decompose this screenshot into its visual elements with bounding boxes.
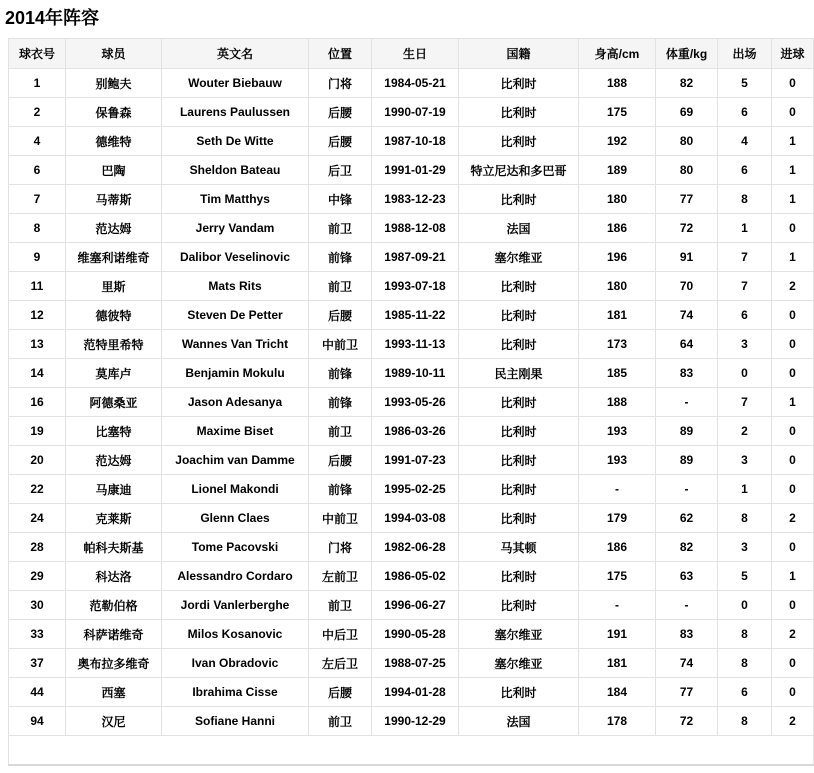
table-cell: Sheldon Bateau	[162, 156, 309, 185]
table-cell: 1993-05-26	[372, 388, 459, 417]
table-cell: 186	[579, 214, 656, 243]
table-cell: 8	[718, 504, 772, 533]
table-cell: 22	[9, 475, 66, 504]
table-cell: 74	[656, 301, 718, 330]
table-row	[9, 446, 814, 475]
table-cell: 特立尼达和多巴哥	[459, 156, 579, 185]
table-cell: 91	[656, 243, 718, 272]
table-row	[9, 301, 814, 330]
table-cell: 0	[772, 475, 814, 504]
table-cell: Dalibor Veselinovic	[162, 243, 309, 272]
table-cell: Jerry Vandam	[162, 214, 309, 243]
table-cell: 0	[718, 359, 772, 388]
table-cell: 70	[656, 272, 718, 301]
table-cell: 比塞特	[66, 417, 162, 446]
table-row	[9, 388, 814, 417]
table-cell: 比利时	[459, 185, 579, 214]
table-cell: 里斯	[66, 272, 162, 301]
table-cell: 1993-11-13	[372, 330, 459, 359]
table-cell: 阿德桑亚	[66, 388, 162, 417]
table-cell: 1982-06-28	[372, 533, 459, 562]
table-row	[9, 98, 814, 127]
table-cell: Wannes Van Tricht	[162, 330, 309, 359]
table-cell: 后腰	[309, 446, 372, 475]
table-row	[9, 620, 814, 649]
table-cell: 西塞	[66, 678, 162, 707]
table-cell: 185	[579, 359, 656, 388]
table-row	[9, 678, 814, 707]
table-cell: 3	[718, 330, 772, 359]
column-header-1: 球员	[66, 39, 162, 69]
table-cell: 保鲁森	[66, 98, 162, 127]
table-cell: Sofiane Hanni	[162, 707, 309, 736]
table-cell: 0	[772, 214, 814, 243]
table-cell: 马康迪	[66, 475, 162, 504]
table-cell: 1	[772, 388, 814, 417]
table-cell: 1983-12-23	[372, 185, 459, 214]
table-cell: 中锋	[309, 185, 372, 214]
table-row	[9, 533, 814, 562]
table-cell: 6	[718, 301, 772, 330]
table-cell: 1994-03-08	[372, 504, 459, 533]
table-cell: 马其顿	[459, 533, 579, 562]
table-cell: 1986-03-26	[372, 417, 459, 446]
table-row	[9, 214, 814, 243]
table-cell: 科达洛	[66, 562, 162, 591]
table-cell: 178	[579, 707, 656, 736]
table-cell: 比利时	[459, 504, 579, 533]
table-cell: 前卫	[309, 214, 372, 243]
table-cell: 2	[772, 272, 814, 301]
table-cell: 180	[579, 185, 656, 214]
table-cell: 77	[656, 678, 718, 707]
table-cell: 1995-02-25	[372, 475, 459, 504]
table-cell: 5	[718, 562, 772, 591]
table-cell: 6	[9, 156, 66, 185]
footer-row	[9, 736, 814, 766]
table-cell: 前卫	[309, 272, 372, 301]
table-cell: 巴陶	[66, 156, 162, 185]
table-cell: 7	[718, 272, 772, 301]
table-row	[9, 591, 814, 620]
table-cell: 8	[718, 620, 772, 649]
table-cell: Lionel Makondi	[162, 475, 309, 504]
table-cell: 1	[772, 243, 814, 272]
table-cell: 后腰	[309, 678, 372, 707]
table-cell: 比利时	[459, 301, 579, 330]
table-cell: 1986-05-02	[372, 562, 459, 591]
table-cell: 80	[656, 156, 718, 185]
table-cell: 63	[656, 562, 718, 591]
table-cell: 1	[718, 475, 772, 504]
table-cell: 塞尔维亚	[459, 243, 579, 272]
table-row	[9, 69, 814, 98]
column-header-6: 身高/cm	[579, 39, 656, 69]
table-cell: 2	[772, 707, 814, 736]
table-cell: 82	[656, 533, 718, 562]
table-cell: 门将	[309, 69, 372, 98]
roster-table-foot	[9, 736, 814, 766]
table-row	[9, 475, 814, 504]
table-cell: Seth De Witte	[162, 127, 309, 156]
table-cell: 3	[718, 533, 772, 562]
table-cell: 1991-07-23	[372, 446, 459, 475]
table-cell: 1985-11-22	[372, 301, 459, 330]
table-cell: 别鲍夫	[66, 69, 162, 98]
table-cell: 28	[9, 533, 66, 562]
table-cell: 94	[9, 707, 66, 736]
table-cell: 2	[772, 504, 814, 533]
table-cell: 13	[9, 330, 66, 359]
table-row	[9, 707, 814, 736]
table-cell: 62	[656, 504, 718, 533]
table-cell: 后腰	[309, 98, 372, 127]
table-cell: 0	[772, 417, 814, 446]
table-cell: 比利时	[459, 446, 579, 475]
table-cell: 4	[718, 127, 772, 156]
table-cell: 192	[579, 127, 656, 156]
roster-table-body	[9, 69, 814, 736]
table-cell: 1	[772, 156, 814, 185]
table-row	[9, 359, 814, 388]
table-cell: 0	[772, 649, 814, 678]
table-cell: Tome Pacovski	[162, 533, 309, 562]
table-cell: 范达姆	[66, 446, 162, 475]
table-cell: 德彼特	[66, 301, 162, 330]
table-cell: 法国	[459, 214, 579, 243]
table-cell: 2	[772, 620, 814, 649]
table-cell: 2	[9, 98, 66, 127]
column-header-7: 体重/kg	[656, 39, 718, 69]
header-row	[9, 39, 814, 69]
table-cell: 8	[718, 707, 772, 736]
table-cell: 比利时	[459, 475, 579, 504]
column-header-0: 球衣号	[9, 39, 66, 69]
table-cell: 奥布拉多维奇	[66, 649, 162, 678]
table-cell: 莫库卢	[66, 359, 162, 388]
table-cell: 193	[579, 446, 656, 475]
table-cell: 1991-01-29	[372, 156, 459, 185]
table-cell: 30	[9, 591, 66, 620]
table-cell: 1	[9, 69, 66, 98]
table-cell: 前卫	[309, 417, 372, 446]
table-cell: 1	[772, 127, 814, 156]
table-cell: Wouter Biebauw	[162, 69, 309, 98]
table-cell: 后腰	[309, 301, 372, 330]
table-cell: Laurens Paulussen	[162, 98, 309, 127]
table-cell: 180	[579, 272, 656, 301]
table-cell: 1994-01-28	[372, 678, 459, 707]
table-cell: 83	[656, 359, 718, 388]
table-cell: 汉尼	[66, 707, 162, 736]
table-cell: 8	[718, 185, 772, 214]
table-cell: 后腰	[309, 127, 372, 156]
table-cell: 89	[656, 417, 718, 446]
table-cell: 184	[579, 678, 656, 707]
table-cell: 24	[9, 504, 66, 533]
table-cell: 中前卫	[309, 330, 372, 359]
table-cell: 0	[772, 98, 814, 127]
table-cell: 2	[718, 417, 772, 446]
table-cell: 左前卫	[309, 562, 372, 591]
table-cell: 法国	[459, 707, 579, 736]
table-cell: 80	[656, 127, 718, 156]
table-cell: 比利时	[459, 330, 579, 359]
table-cell: 9	[9, 243, 66, 272]
table-cell: 马蒂斯	[66, 185, 162, 214]
table-cell: 比利时	[459, 69, 579, 98]
table-cell: 1	[772, 185, 814, 214]
table-cell: 175	[579, 562, 656, 591]
table-cell: Jordi Vanlerberghe	[162, 591, 309, 620]
table-cell: 186	[579, 533, 656, 562]
table-cell: 0	[772, 446, 814, 475]
footer-cell	[9, 736, 814, 766]
column-header-5: 国籍	[459, 39, 579, 69]
table-cell: 5	[718, 69, 772, 98]
table-cell: 比利时	[459, 127, 579, 156]
table-cell: 1987-09-21	[372, 243, 459, 272]
table-cell: 塞尔维亚	[459, 620, 579, 649]
table-cell: 克莱斯	[66, 504, 162, 533]
table-cell: 193	[579, 417, 656, 446]
roster-table-head	[9, 39, 814, 69]
table-cell: 比利时	[459, 678, 579, 707]
table-cell: 77	[656, 185, 718, 214]
table-cell: 中前卫	[309, 504, 372, 533]
table-cell: 范勒伯格	[66, 591, 162, 620]
table-cell: 1	[772, 562, 814, 591]
column-header-2: 英文名	[162, 39, 309, 69]
table-cell: 69	[656, 98, 718, 127]
table-cell: 前锋	[309, 475, 372, 504]
table-cell: 0	[772, 330, 814, 359]
table-cell: 中后卫	[309, 620, 372, 649]
table-cell: Benjamin Mokulu	[162, 359, 309, 388]
table-cell: 19	[9, 417, 66, 446]
table-row	[9, 562, 814, 591]
table-cell: 7	[9, 185, 66, 214]
table-cell: 科萨诺维奇	[66, 620, 162, 649]
table-cell: 7	[718, 388, 772, 417]
table-cell: -	[579, 475, 656, 504]
table-cell: 173	[579, 330, 656, 359]
table-cell: 前锋	[309, 359, 372, 388]
table-cell: Steven De Petter	[162, 301, 309, 330]
table-cell: 0	[772, 678, 814, 707]
table-cell: 16	[9, 388, 66, 417]
table-cell: -	[656, 591, 718, 620]
table-cell: 29	[9, 562, 66, 591]
table-cell: 范达姆	[66, 214, 162, 243]
table-cell: 0	[772, 533, 814, 562]
column-header-4: 生日	[372, 39, 459, 69]
table-cell: 196	[579, 243, 656, 272]
table-cell: 1984-05-21	[372, 69, 459, 98]
table-cell: 左后卫	[309, 649, 372, 678]
table-cell: 前卫	[309, 591, 372, 620]
column-header-3: 位置	[309, 39, 372, 69]
table-cell: 比利时	[459, 388, 579, 417]
table-cell: -	[656, 388, 718, 417]
table-row	[9, 417, 814, 446]
table-cell: 188	[579, 69, 656, 98]
table-cell: -	[579, 591, 656, 620]
table-cell: 37	[9, 649, 66, 678]
table-cell: 179	[579, 504, 656, 533]
table-cell: 181	[579, 649, 656, 678]
table-cell: 门将	[309, 533, 372, 562]
table-cell: 比利时	[459, 98, 579, 127]
table-cell: 0	[772, 359, 814, 388]
table-cell: 4	[9, 127, 66, 156]
table-cell: 1990-12-29	[372, 707, 459, 736]
table-row	[9, 243, 814, 272]
table-cell: -	[656, 475, 718, 504]
table-cell: 前锋	[309, 243, 372, 272]
table-cell: 范特里希特	[66, 330, 162, 359]
table-cell: 1990-07-19	[372, 98, 459, 127]
table-cell: 1987-10-18	[372, 127, 459, 156]
table-cell: Alessandro Cordaro	[162, 562, 309, 591]
table-cell: Ibrahima Cisse	[162, 678, 309, 707]
table-row	[9, 156, 814, 185]
table-cell: Tim Matthys	[162, 185, 309, 214]
table-cell: 89	[656, 446, 718, 475]
table-cell: 191	[579, 620, 656, 649]
page-title: 2014年阵容	[5, 8, 100, 28]
table-cell: Milos Kosanovic	[162, 620, 309, 649]
table-cell: 1990-05-28	[372, 620, 459, 649]
table-row	[9, 504, 814, 533]
table-cell: Ivan Obradovic	[162, 649, 309, 678]
table-row	[9, 330, 814, 359]
table-cell: 8	[9, 214, 66, 243]
table-cell: 14	[9, 359, 66, 388]
table-cell: 181	[579, 301, 656, 330]
table-cell: 188	[579, 388, 656, 417]
column-header-8: 出场	[718, 39, 772, 69]
table-cell: 1	[718, 214, 772, 243]
table-cell: 3	[718, 446, 772, 475]
table-cell: Glenn Claes	[162, 504, 309, 533]
column-header-9: 进球	[772, 39, 814, 69]
table-cell: Jason Adesanya	[162, 388, 309, 417]
table-cell: Joachim van Damme	[162, 446, 309, 475]
table-cell: 1988-07-25	[372, 649, 459, 678]
table-cell: 6	[718, 98, 772, 127]
table-cell: 44	[9, 678, 66, 707]
table-row	[9, 185, 814, 214]
table-cell: 189	[579, 156, 656, 185]
table-cell: 1989-10-11	[372, 359, 459, 388]
table-row	[9, 127, 814, 156]
table-cell: 德维特	[66, 127, 162, 156]
table-cell: 12	[9, 301, 66, 330]
table-cell: 前卫	[309, 707, 372, 736]
table-cell: 比利时	[459, 272, 579, 301]
table-cell: Mats Rits	[162, 272, 309, 301]
table-cell: 72	[656, 707, 718, 736]
table-cell: 7	[718, 243, 772, 272]
table-cell: 1996-06-27	[372, 591, 459, 620]
table-cell: 帕科夫斯基	[66, 533, 162, 562]
table-cell: 82	[656, 69, 718, 98]
table-cell: 64	[656, 330, 718, 359]
table-cell: 11	[9, 272, 66, 301]
table-row	[9, 649, 814, 678]
table-cell: 6	[718, 678, 772, 707]
table-cell: 0	[772, 591, 814, 620]
table-cell: 33	[9, 620, 66, 649]
table-row	[9, 272, 814, 301]
table-cell: 前锋	[309, 388, 372, 417]
table-cell: 0	[718, 591, 772, 620]
table-cell: 1988-12-08	[372, 214, 459, 243]
table-cell: 0	[772, 301, 814, 330]
table-cell: 维塞利诺维奇	[66, 243, 162, 272]
table-cell: 6	[718, 156, 772, 185]
table-cell: 后卫	[309, 156, 372, 185]
table-cell: 1993-07-18	[372, 272, 459, 301]
table-cell: 20	[9, 446, 66, 475]
table-cell: 比利时	[459, 591, 579, 620]
table-cell: 比利时	[459, 562, 579, 591]
table-cell: 8	[718, 649, 772, 678]
table-cell: 民主刚果	[459, 359, 579, 388]
table-cell: Maxime Biset	[162, 417, 309, 446]
table-cell: 72	[656, 214, 718, 243]
table-cell: 比利时	[459, 417, 579, 446]
table-cell: 83	[656, 620, 718, 649]
table-cell: 175	[579, 98, 656, 127]
table-cell: 74	[656, 649, 718, 678]
table-cell: 塞尔维亚	[459, 649, 579, 678]
table-cell: 0	[772, 69, 814, 98]
roster-table	[8, 38, 814, 766]
